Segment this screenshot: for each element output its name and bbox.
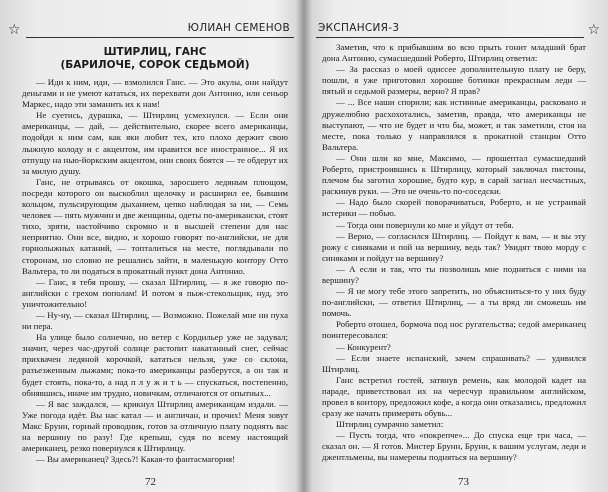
left-page-number: 72 <box>145 476 156 488</box>
left-body-text <box>22 77 288 465</box>
paragraph: — Верно, — согласился Штирлиц. — Пойдут к вам, — и вы эту рожу с синяками и пой на вершину, ведь так? Увидят твою морду с синяками и пойдут на вершину? <box>322 230 586 263</box>
paragraph: На улице было солнечно, но ветер с Кордильер уже не задувал; значит, через час-другой солнце растопит накатанный снег, сейчас прихвачен ледяной корочкой, кататься нельзя, уже со склона, разъезженным лыжами; пока-то американцы разберутся, а он так и будет стоять, пока-то, а над п л у ж и т ь — спускаться, постепенно, обнявшись, иначе им трудно, новичкам, отличаются от опытных... <box>22 332 288 398</box>
right-header-rule <box>316 37 584 38</box>
paragraph: — Они шли ко мне, Максимо, — прошептал сумасшедший Роберто, пристроившись к Штирлицу, который заключал пистоны, плечом бы заготил хорошие, будто кур, в сарай загнал несчастных, раскинув руки. — Это не очень-то по-соседски. <box>322 152 586 197</box>
paragraph: — Ну-ну, — сказал Штирлиц, — Возможно. Пожелай мне ни пуха ни пера. <box>22 309 288 332</box>
paragraph: Ганс, не отрываясь от окошка, заросшего ледяным плющом, посреди которого он выскоблил щелочку и расширил ее, бывшим кольцом, пульсирующим дыханием, цепко наблюдая за ни, — Семь человек — пять мужчин и две женщины, одеты по-американски, стоят тихо, зряти, настойчиво скромно и в высшей степени для нас неприятно. Они все, видно, и хорошо говорят по-английски, не для горнолыжных катаний, — топталиться на месте, поглядывали по сторонам, но словно не решались зайти, в маленькую контору Отто Вальтера, то ли податься в прокатный пункт дона Антонио. <box>22 176 288 276</box>
paragraph: — Ганс, я тебя прошу, — сказал Штирлиц, — я же говорю по-английски с грехом пополам! И потом я пыж-стекольщик, нуд, это уничтожительно! <box>22 276 288 309</box>
paragraph: — Пусть тогда, что «покрепче»... До спуска еще три часа, — сказал он. — Я готов. Мистер Брунн, Брунн, к вашим услугам, леди и джентльмены, вы намерены подняться на вершину? <box>322 430 586 463</box>
left-header-rule <box>26 37 294 38</box>
paragraph: — А если и так, что ты позволишь мне подняться с ними на вершину? <box>322 263 586 285</box>
paragraph: Роберто отошел, бормоча под нос ругательства; седой американец поинтересовался: <box>322 319 586 341</box>
paragraph: — Я не могу тебе этого запретить, но объясниться-то у них буду по-английски, — ответил Штирлиц, — а ты вряд ли сможешь им помочь. <box>322 286 586 319</box>
paragraph: — Я вас заждался, — крикнул Штирлиц американцам издали. — Уже погода идёт. Вы нас катал — и англичан, и прочих! Меня зовут Макс Брунн, горный проводник, готов за отличную плату поднять вас на вершину по разу! Где крепыш, судя по всему настоящий американец, резко повернулся к Штирлицу. <box>22 398 288 454</box>
star-ornament-icon: ☆ <box>587 22 600 38</box>
chapter-heading <box>22 46 288 72</box>
right-page-number: 73 <box>458 476 469 488</box>
chapter-title-line-1: ШТИРЛИЦ, ГАНС <box>103 46 207 58</box>
paragraph: — ... Все наши спорили; как истинные американцы, расковано и дружелюбно расхохотались, заметив, правда, что американцы не выступают, — что не будет и что бы, может, и так заметили, стоя на месте, пока только у направлялся к прокатной станции Отто Вальтера. <box>322 97 586 152</box>
left-page <box>0 0 300 492</box>
right-page <box>308 0 608 492</box>
paragraph: — Надо было скорей поворачиваться, Роберто, и не устраивай истерики — побью. <box>322 197 586 219</box>
paragraph: — Вы американец? Здесь?! Какая-то фантасмагория! <box>36 454 236 465</box>
paragraph: Заметив, что к прибывшим во всю прыть гонит младший брат дона Антонио, сумасшедший Роберто, Штирлиц ответил: <box>322 42 586 64</box>
paragraph: — Тогда они повернули ко мне и уйдут от тебя. <box>336 219 514 230</box>
left-running-head: ЮЛИАН СЕМЕНОВ <box>187 22 290 34</box>
star-ornament-icon: ☆ <box>8 22 21 38</box>
paragraph: — За рассказ о моей одиссее дополнительную плату не беру, пошли, я уже приготовил хорошие ботинки прекрасным леди — пятый и седьмой размеры, верно? Я прав? <box>322 64 586 97</box>
paragraph: — Если знаете испанский, зачем спрашивать? — удивился Штирлиц. <box>322 352 586 374</box>
paragraph: Не суетись, дурашка, — Штирлиц усмехнулся. — Если они американцы, — дай, — действительно, скорее всего американцы, подойди к ним сам, как яки любит тех, кто плохо держит свою лыжную колоду и с акцентом, им нравится все иностранное... Я их отпущу на нью-йоркским акцентом, они своих боятся — те обдерут их за милую душу. <box>22 110 288 176</box>
paragraph: Ганс встретил гостей, затянув ремень, как молодой кадет на параде, приветствовал их на чересчур правильном английском, провел в контору, предложил кофе, а когда они отказались, предложил сразу же начать примерять обувь... <box>322 374 586 419</box>
paragraph: — Иди к ним, иди, — взмолился Ганс. — Это акулы, они найдут деньгами и не умеют кататься, их перехвати дон Антонио, или сеньор Маркес, надо эти заманить их к нам! <box>22 77 288 110</box>
right-running-head: ЭКСПАНСИЯ-3 <box>318 22 400 34</box>
paragraph: — Конкурент? <box>336 341 391 352</box>
chapter-title-line-2: (БАРИЛОЧЕ, СОРОК СЕДЬМОЙ) <box>60 59 250 71</box>
right-body-text <box>322 42 586 464</box>
paragraph: Штирлиц сумрачно заметил: <box>336 419 444 430</box>
